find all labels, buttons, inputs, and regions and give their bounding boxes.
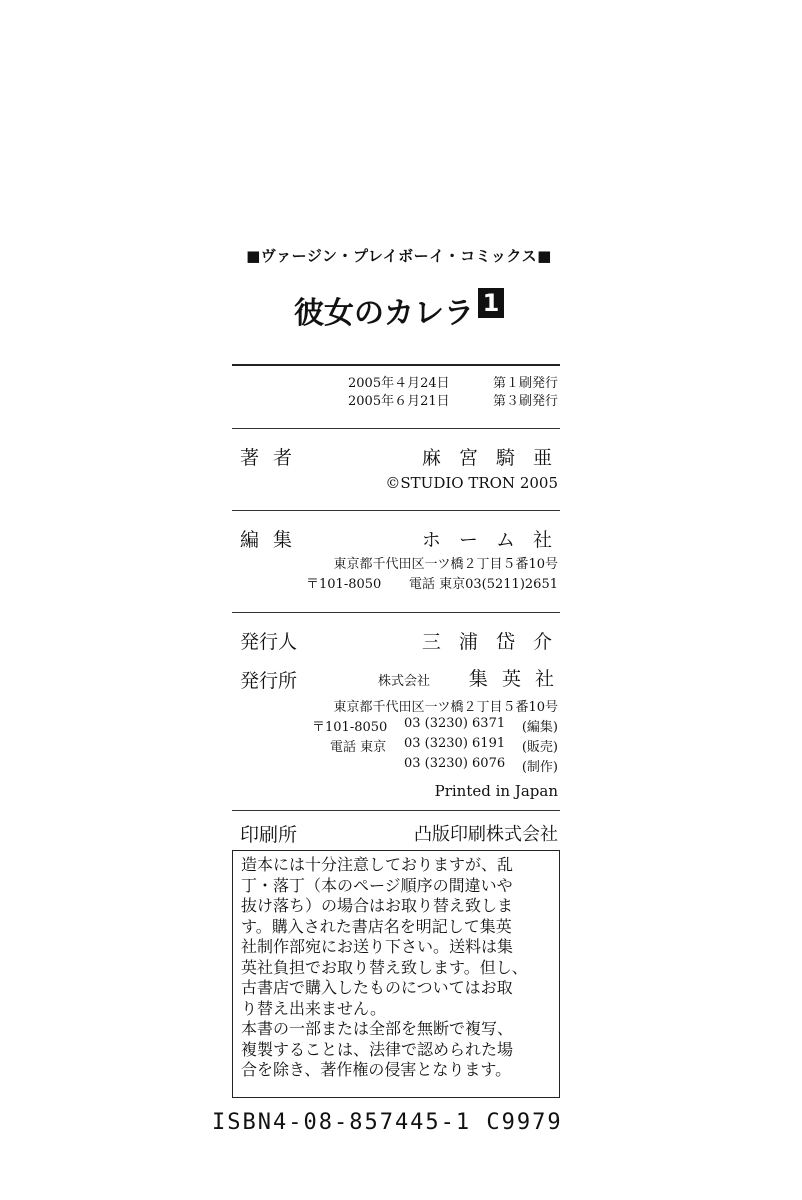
notice-line: 造本には十分注意しておりますが、乱 xyxy=(241,855,514,874)
editor-phone: 電話 東京03(5211)2651 xyxy=(409,577,558,592)
notice-line: り替え出来ません。 xyxy=(241,998,386,1018)
divider xyxy=(232,810,560,811)
phone-sales-dept: (販売) xyxy=(521,740,558,755)
publisher-name: 集 英 社 xyxy=(468,668,558,690)
isbn-code: ISBN4-08-857445-1 C9979 xyxy=(212,1110,563,1135)
divider xyxy=(232,612,560,613)
editor-name: ホ ー ム 社 xyxy=(421,529,558,551)
publisher-address: 東京都千代田区一ツ橋２丁目５番10号 xyxy=(333,700,558,715)
publisher-person-name: 三 浦 岱 介 xyxy=(421,631,558,653)
publisher-person-label: 発行人 xyxy=(240,631,298,653)
top-rule xyxy=(232,364,560,366)
notice-line: 社制作部宛にお送り下さい。送料は集 xyxy=(241,937,514,956)
company-type: 株式会社 xyxy=(378,674,431,689)
print-date-2: 2005年６月21日 xyxy=(348,394,450,409)
publisher-postal: 〒101-8050 xyxy=(312,720,388,735)
printer-label: 印刷所 xyxy=(240,824,298,846)
notice-line: す。購入された書店名を明記して集英 xyxy=(241,916,512,936)
editor-label: 編集 xyxy=(240,529,307,551)
print-edition-1: 第１刷発行 xyxy=(492,376,558,391)
phone-editorial: 03 (3230) 6371 xyxy=(404,716,506,731)
phone-production: 03 (3230) 6076 xyxy=(404,756,506,771)
printed-in-japan: Printed in Japan xyxy=(434,782,558,800)
printer-name: 凸版印刷株式会社 xyxy=(414,824,558,845)
notice-line: 本書の一部または全部を無断で複写、 xyxy=(241,1019,514,1038)
notice-line: 合を除き、著作権の侵害となります。 xyxy=(241,1060,512,1079)
book-title xyxy=(240,288,558,332)
phone-sales: 03 (3230) 6191 xyxy=(404,736,506,751)
notice-line: 古書店で購入したものについてはお取 xyxy=(241,978,513,997)
notice-line: 複製することは、法律で認められた場 xyxy=(241,1039,514,1059)
divider xyxy=(232,510,560,511)
divider xyxy=(232,428,560,429)
copyright: ©STUDIO TRON 2005 xyxy=(385,474,558,492)
editor-postal: 〒101-8050 xyxy=(306,577,382,592)
editor-address: 東京都千代田区一ツ橋２丁目５番10号 xyxy=(333,557,558,572)
series-name: ■ヴァージン・プレイボーイ・コミックス■ xyxy=(246,247,552,265)
title-text: 彼女のカレラ xyxy=(294,296,474,331)
author-name: 麻 宮 騎 亜 xyxy=(421,447,558,469)
notice-line: 抜け落ち）の場合はお取り替え致しま xyxy=(241,896,514,915)
volume-badge: 1 xyxy=(478,288,504,318)
phone-label: 電話 東京 xyxy=(330,740,387,755)
notice-box xyxy=(232,850,560,1098)
phone-editorial-dept: (編集) xyxy=(521,720,558,735)
phone-production-dept: (制作) xyxy=(521,760,558,775)
author-label: 著者 xyxy=(240,447,307,469)
notice-line: 英社負担でお取り替え致します。但し、 xyxy=(241,957,528,977)
print-edition-2: 第３刷発行 xyxy=(492,394,558,409)
publisher-label: 発行所 xyxy=(240,670,298,692)
notice-line: 丁・落丁（本のページ順序の間違いや xyxy=(241,875,513,895)
print-date-1: 2005年４月24日 xyxy=(348,376,450,391)
